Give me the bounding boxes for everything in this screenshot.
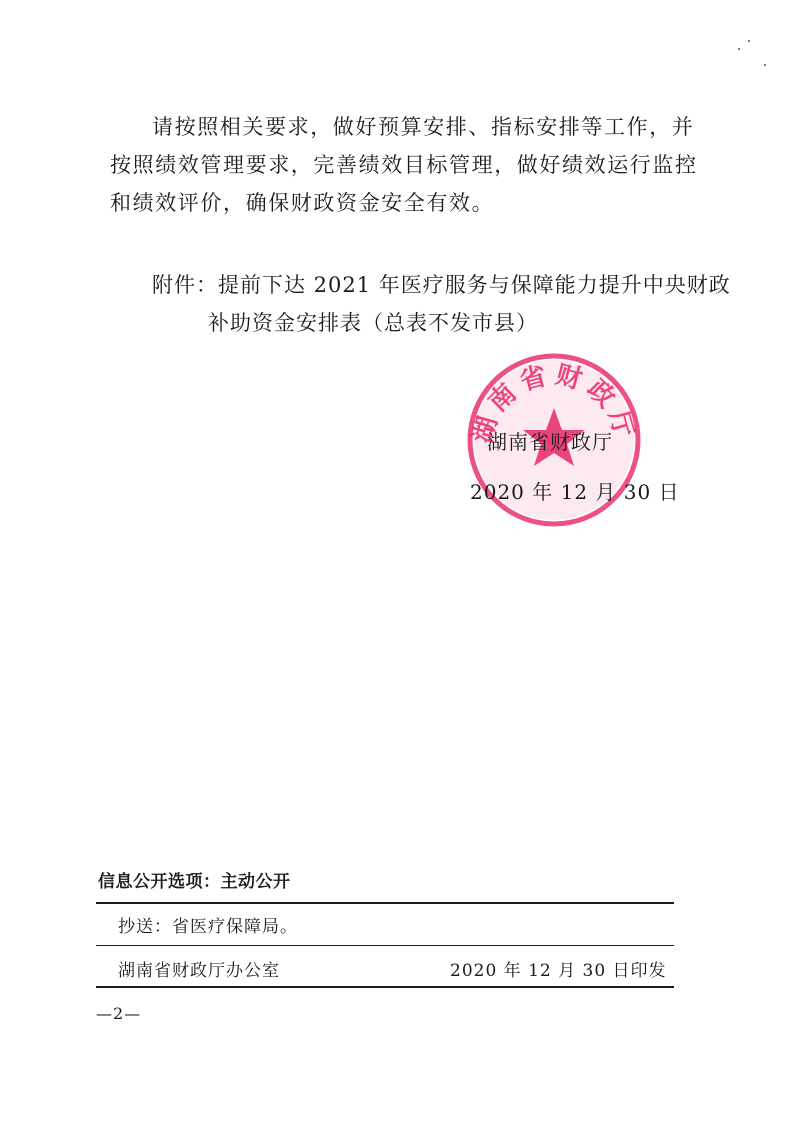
print-date: 2020 年 12 月 30 日印发 — [450, 961, 667, 981]
attachment-note — [152, 266, 731, 342]
page-number: —2— — [96, 1004, 142, 1023]
body-paragraph: 请按照相关要求，做好预算安排、指标安排等工作，并按照绩效管理要求，完善绩效目标管理，做好绩效运行监控和绩效评价，确保财政资金安全有效。 — [110, 115, 698, 215]
seal-text: 湖南省财政厅 — [467, 359, 641, 447]
divider — [96, 986, 674, 988]
divider — [96, 945, 674, 946]
scan-speck — [738, 48, 740, 50]
cc-line: 抄送：省医疗保障局。 — [118, 917, 298, 937]
attachment-line-1: 附件：提前下达 2021 年医疗服务与保障能力提升中央财政 — [152, 273, 731, 297]
attachment-line-2: 补助资金安排表（总表不发市县） — [208, 311, 538, 335]
disclosure-option: 信息公开选项：主动公开 — [98, 872, 291, 892]
issuing-office: 湖南省财政厅办公室 — [118, 961, 280, 981]
divider — [96, 902, 674, 904]
signature-date: 2020 年 12 月 30 日 — [470, 480, 680, 504]
scan-speck — [764, 64, 766, 66]
scan-speck — [748, 40, 750, 42]
signature-organization: 湖南省财政厅 — [487, 430, 613, 454]
